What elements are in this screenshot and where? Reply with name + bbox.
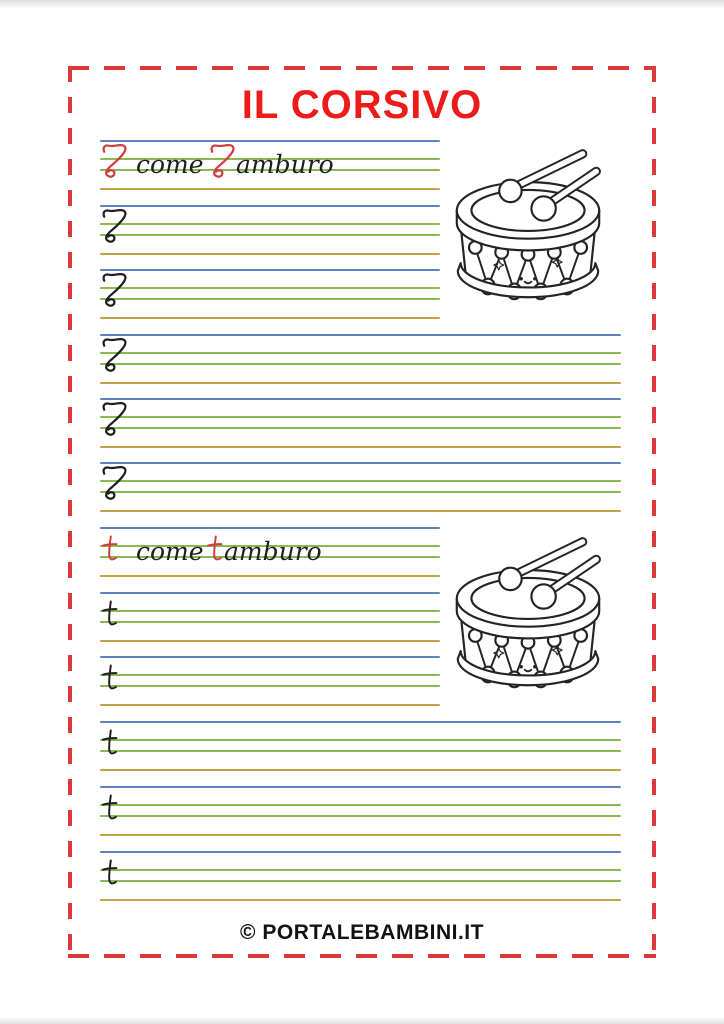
copyright-footer: © PORTALEBAMBINI.IT [240, 921, 484, 944]
cursive-lowercase-t-glyph-red [205, 533, 224, 566]
page-title: IL CORSIVO [241, 83, 483, 127]
label-word-come: come [136, 537, 204, 566]
practice-row [100, 592, 440, 644]
cursive-lowercase-t-glyph-red [100, 533, 119, 566]
ruling-line-ochre [100, 575, 440, 577]
ruling-line-green [100, 480, 621, 482]
ruling-line-blue [100, 334, 621, 336]
ruling-line-green [100, 880, 621, 882]
ruling-line-ochre [100, 704, 440, 706]
practice-row [100, 721, 621, 773]
cursive-lowercase-t-glyph [100, 792, 119, 825]
ruling-line-green [100, 674, 440, 676]
cursive-lowercase-t-glyph [100, 727, 119, 760]
ruling-line-green [100, 750, 621, 752]
ruling-line-blue [100, 140, 440, 142]
ruling-line-green [100, 869, 621, 871]
practice-row [100, 786, 621, 838]
practice-row [100, 851, 621, 903]
practice-row [100, 205, 440, 257]
ruling-line-ochre [100, 510, 621, 512]
ruling-line-ochre [100, 769, 621, 771]
page-bottom-shadow [0, 1017, 724, 1024]
cursive-lowercase-t-glyph [100, 598, 119, 631]
cursive-capital-T-glyph [100, 336, 128, 374]
ruling-line-green [100, 804, 621, 806]
ruling-line-green [100, 685, 440, 687]
label-row [100, 140, 440, 192]
ruling-line-green [100, 234, 440, 236]
dashed-frame-left [68, 66, 72, 958]
ruling-line-green [100, 739, 621, 741]
practice-row [100, 656, 440, 708]
ruling-line-green [100, 815, 621, 817]
ruling-line-blue [100, 269, 440, 271]
dashed-frame-top [68, 66, 656, 70]
label-word-rest: amburo [224, 537, 322, 566]
ruling-line-green [100, 416, 621, 418]
ruling-line-blue [100, 205, 440, 207]
ruling-line-green [100, 610, 440, 612]
ruling-line-green [100, 352, 621, 354]
ruling-line-green [100, 621, 440, 623]
ruling-line-green [100, 427, 621, 429]
ruling-line-ochre [100, 317, 440, 319]
practice-row [100, 269, 440, 321]
drum-illustration [448, 534, 608, 696]
ruling-line-ochre [100, 382, 621, 384]
practice-row [100, 462, 621, 514]
ruling-line-blue [100, 462, 621, 464]
ruling-line-blue [100, 398, 621, 400]
ruling-line-green [100, 298, 440, 300]
cursive-capital-T-glyph [100, 271, 128, 309]
cursive-lowercase-t-glyph [100, 857, 119, 890]
label-word-rest: amburo [236, 150, 334, 179]
ruling-line-ochre [100, 188, 440, 190]
ruling-line-blue [100, 851, 621, 853]
dashed-frame-right [652, 66, 656, 958]
cursive-capital-T-glyph-red [100, 142, 128, 180]
cursive-capital-T-glyph [100, 400, 128, 438]
practice-row [100, 334, 621, 386]
ruling-line-blue [100, 721, 621, 723]
dashed-frame-bottom [68, 954, 656, 958]
practice-row [100, 398, 621, 450]
ruling-line-blue [100, 656, 440, 658]
page-top-shadow [0, 0, 724, 9]
label-word-come: come [136, 150, 204, 179]
ruling-line-ochre [100, 446, 621, 448]
cursive-capital-T-glyph-red [208, 142, 236, 180]
ruling-line-ochre [100, 253, 440, 255]
ruling-line-green [100, 287, 440, 289]
cursive-capital-T-glyph [100, 464, 128, 502]
ruling-line-ochre [100, 899, 621, 901]
cursive-capital-T-glyph [100, 207, 128, 245]
ruling-line-ochre [100, 834, 621, 836]
ruling-line-blue [100, 592, 440, 594]
ruling-line-green [100, 363, 621, 365]
drum-illustration [448, 146, 608, 308]
ruling-line-blue [100, 786, 621, 788]
ruling-line-blue [100, 527, 440, 529]
cursive-lowercase-t-glyph [100, 662, 119, 695]
ruling-line-green [100, 491, 621, 493]
ruling-line-green [100, 223, 440, 225]
ruling-line-ochre [100, 640, 440, 642]
label-row [100, 527, 440, 579]
